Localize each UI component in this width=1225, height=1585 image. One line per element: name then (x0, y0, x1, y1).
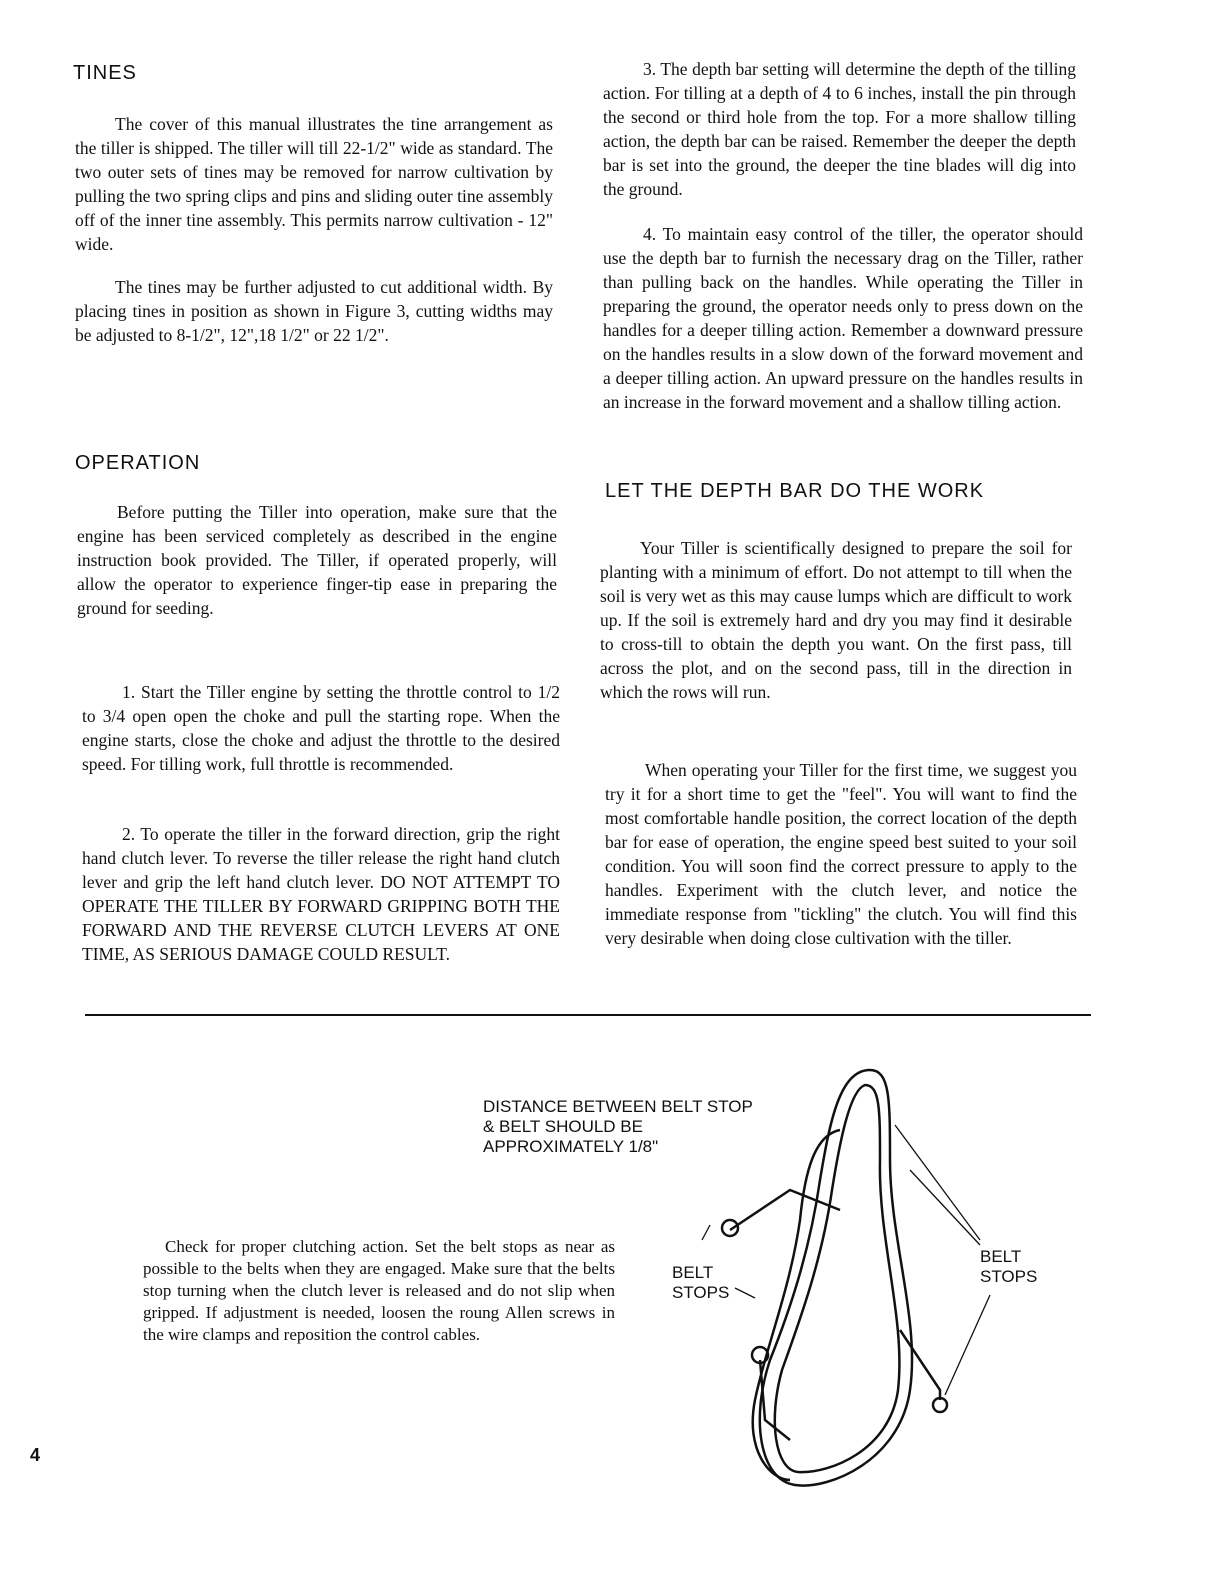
operation-paragraph-1: Before putting the Tiller into operation, make sure that the engine has been serviced completely as described in the engine instruction book provided. The Tiller, if operated properly, will allow the operator to experience finger-tip ease in preparing the ground for seeding. (77, 502, 557, 618)
operation-heading: OPERATION (75, 452, 201, 474)
belt-stop-wire-upper (730, 1190, 840, 1230)
depth-bar-paragraph-1: Your Tiller is scientifically designed to prepare the soil for planting with a minimum of effort. Do not attempt to till when the soil is very wet as this may cause lumps which are difficult to work up. If the soil is extremely hard and dry you may find it desirable to cross-till to obtain the depth you want. On the first pass, till across the plot, and on the second pass, till in the direction in which the rows will run. (600, 538, 1072, 702)
depth-bar-step-3: 3. The depth bar setting will determine the depth of the tilling action. For tilling at a depth of 4 to 6 inches, install the pin through the second or third hole from the top. For a more shallow tilling action, the depth bar can be raised. Remember the deeper the depth bar is set into the ground, the deeper the tine blades will dig into the ground. (603, 59, 1076, 199)
distance-label: DISTANCE BETWEEN BELT STOP & BELT SHOULD BE APPROXIMATELY 1/8" (483, 1097, 753, 1156)
belt-stop-wire-right (900, 1330, 940, 1400)
belt-inner (775, 1085, 900, 1472)
leader-line (735, 1288, 755, 1298)
operation-step-1: 1. Start the Tiller engine by setting the throttle control to 1/2 to 3/4 open open the choke and pull the starting rope. When the engine starts, close the choke and adjust the throttle to the desired speed. For tilling work, full throttle is recommended. (82, 682, 560, 774)
tines-heading: TINES (73, 62, 137, 84)
depth-bar-heading: LET THE DEPTH BAR DO THE WORK (605, 480, 985, 502)
operation-step-2: 2. To operate the tiller in the forward direction, grip the right hand clutch lever. To reverse the tiller release the right hand clutch lever and grip the left hand clutch lever. DO NOT ATTEMPT TO OPERATE THE TILLER BY FORWARD GRIPPING BOTH THE FORWARD AND THE REVERSE CLUTCH LEVERS AT ONE TIME, AS SERIOUS DAMAGE COULD RESULT. (82, 824, 560, 964)
belt-loop (753, 1130, 840, 1480)
leader-line (945, 1295, 990, 1395)
leader-line (910, 1170, 980, 1245)
section-divider (85, 1014, 1091, 1016)
tines-paragraph-2: The tines may be further adjusted to cut additional width. By placing tines in position as shown in Figure 3, cutting widths may be adjusted to 8-1/2", 12",18 1/2" or 22 1/2". (75, 277, 553, 345)
belt-stops-label-left: BELT STOPS (672, 1263, 730, 1302)
tines-paragraph-1: The cover of this manual illustrates the tine arrangement as the tiller is shipped. The tiller will till 22-1/2" wide as standard. The two outer sets of tines may be removed for narrow cultivation by pulling the two spring clips and pins and sliding outer tine assembly off of the inner tine assembly. This permits narrow cultivation - 12" wide. (75, 114, 553, 254)
clutch-check-paragraph: Check for proper clutching action. Set the belt stops as near as possible to the belts when they are engaged. Make sure that the belts stop turning when the clutch lever is released and do not slip when gripped. If adjustment is needed, loosen the roung Allen screws in the wire clamps and reposition the control cables. (143, 1237, 615, 1344)
page-number: 4 (30, 1445, 41, 1465)
leader-line (702, 1225, 710, 1240)
leader-line (895, 1125, 980, 1240)
belt-stops-diagram (640, 1060, 1060, 1500)
wire-clamp-upper (722, 1220, 738, 1236)
depth-bar-paragraph-2: When operating your Tiller for the first time, we suggest you try it for a short time to get the "feel". You will want to find the most comfortable handle position, the correct location of the depth bar for ease of operation, the engine speed best suited to your soil condition. You will soon find the correct pressure to apply to the handles. Experiment with the clutch lever, and notice the immediate response from "tickling" the clutch. You will find this very desirable when doing close cultivation with the tiller. (605, 760, 1077, 948)
belt-stops-label-right: BELT STOPS (980, 1247, 1038, 1286)
control-step-4: 4. To maintain easy control of the tiller, the operator should use the depth bar to furnish the necessary drag on the Tiller, rather than pulling back on the handles. While operating the Tiller in preparing the ground, the operator needs only to press down on the handles for a deeper tilling action. Remember a downward pressure on the handles results in a slow down of the forward movement and a deeper tilling action. An upward pressure on the handles results in an increase in the forward movement and a shallow tilling action. (603, 224, 1083, 412)
wire-clamp-right (933, 1398, 947, 1412)
